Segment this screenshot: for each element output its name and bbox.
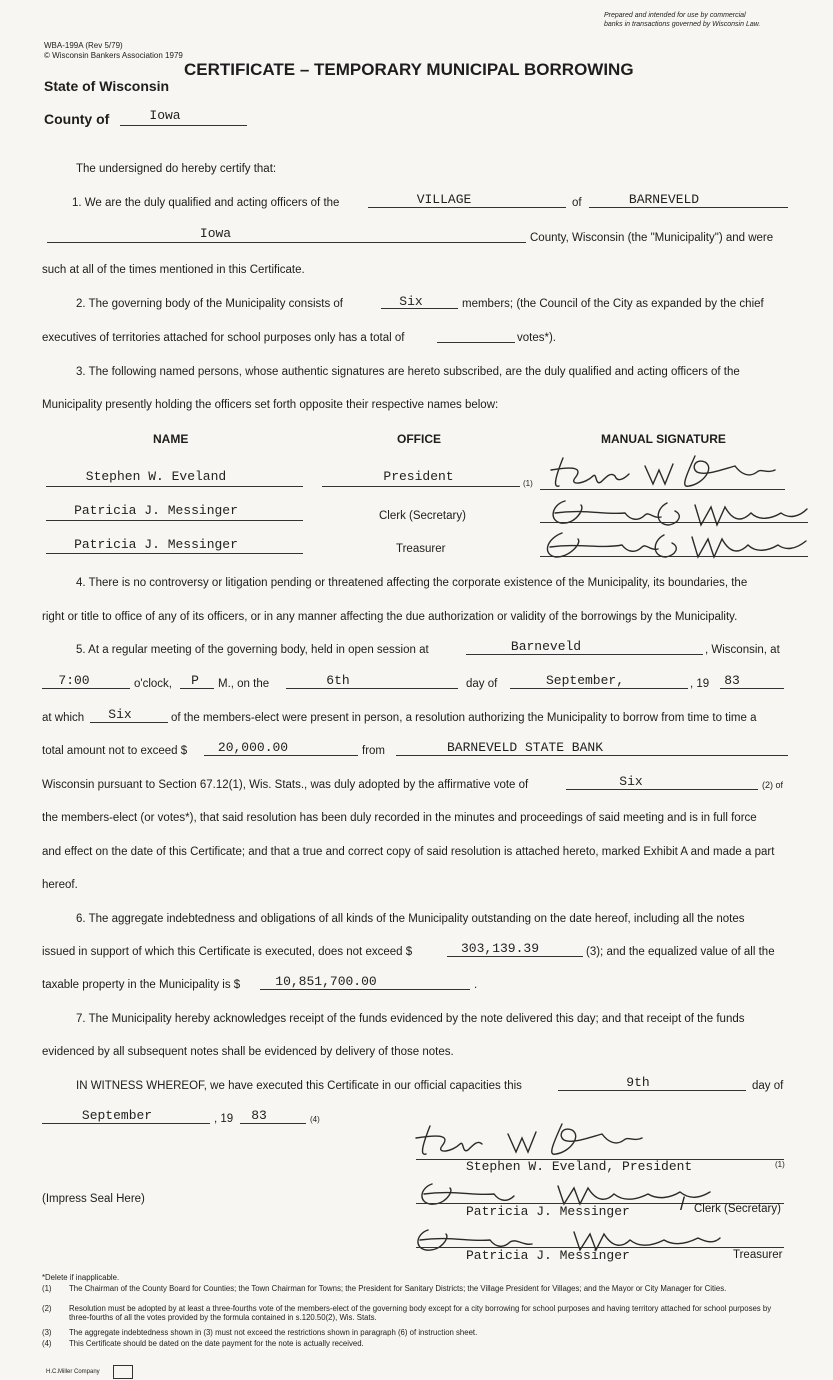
municipality-county-field[interactable]: Iowa: [199, 226, 232, 241]
votes-field[interactable]: [437, 342, 515, 343]
form-number: WBA-199A (Rev 5/79): [44, 41, 123, 50]
seal-placeholder: (Impress Seal Here): [42, 1193, 145, 1205]
witness-year-field[interactable]: 83: [251, 1108, 267, 1123]
officer-2-name[interactable]: Patricia J. Messinger: [74, 503, 238, 518]
witness-month-field[interactable]: September: [81, 1108, 153, 1123]
state-label: State of Wisconsin: [44, 78, 170, 94]
officer-1-office[interactable]: President: [383, 469, 454, 484]
meeting-time-field[interactable]: 7:00: [58, 673, 90, 688]
col-signature-header: MANUAL SIGNATURE: [601, 432, 726, 446]
clerk-manual-signature[interactable]: [545, 495, 815, 531]
lender-field[interactable]: BARNEVELD STATE BANK: [446, 740, 604, 755]
col-name-header: NAME: [153, 432, 189, 446]
members-present-field[interactable]: Six: [108, 707, 132, 722]
president-signature[interactable]: [412, 1120, 652, 1160]
county-label: County of: [44, 111, 110, 127]
footnote-4: (4) This Certificate should be dated on the date payment for the note is actually received.: [42, 1339, 364, 1348]
prepared-note-line1: Prepared and intended for use by commercial: [604, 12, 746, 19]
officer-3-name[interactable]: Patricia J. Messinger: [74, 537, 238, 552]
prepared-note-line2: banks in transactions governed by Wisconsin Law.: [604, 21, 761, 28]
meeting-ampm-field[interactable]: P: [191, 673, 199, 688]
footnote-2: (2) Resolution must be adopted by at least a three-fourths vote of the members-elect of the governing body except for a city borrowing for school purposes and having territory attached for school purposes by three-fourths of all the votes provided by the formula contained in s.120.50(2), Wis. Stats.: [42, 1304, 772, 1322]
municipality-type-field[interactable]: VILLAGE: [416, 192, 472, 207]
affirmative-vote-field[interactable]: Six: [619, 774, 643, 789]
page-title: CERTIFICATE – TEMPORARY MUNICIPAL BORROWING: [184, 60, 634, 79]
intro-text: The undersigned do hereby certify that:: [76, 163, 277, 175]
meeting-day-field[interactable]: 6th: [326, 673, 350, 688]
county-value[interactable]: Iowa: [149, 108, 181, 123]
indebtedness-field[interactable]: 303,139.39: [460, 941, 539, 956]
municipality-name-field[interactable]: BARNEVELD: [628, 192, 700, 207]
col-office-header: OFFICE: [397, 432, 441, 446]
meeting-month-field[interactable]: September,: [545, 673, 624, 688]
borrow-amount-field[interactable]: 20,000.00: [217, 740, 289, 755]
para1-line1: 1. We are the duly qualified and acting officers of the: [72, 197, 340, 209]
printer-logo: [113, 1365, 133, 1379]
footnote-delete: *Delete if inapplicable.: [42, 1273, 120, 1282]
equalized-value-field[interactable]: 10,851,700.00: [275, 974, 377, 989]
copyright: © Wisconsin Bankers Association 1979: [44, 51, 183, 60]
clerk-typed-name: Patricia J. Messinger: [466, 1204, 630, 1219]
county-line: [120, 125, 247, 126]
meeting-place-field[interactable]: Barneveld: [510, 639, 582, 654]
treasurer-manual-signature[interactable]: [540, 527, 815, 563]
members-count-field[interactable]: Six: [399, 294, 423, 309]
footnote-3: (3) The aggregate indebtedness shown in (3) must not exceed the restrictions shown in paragraph (6) of instruction sheet.: [42, 1328, 478, 1337]
officer-3-office: Treasurer: [396, 543, 446, 555]
meeting-year-field[interactable]: 83: [724, 673, 740, 688]
witness-day-field[interactable]: 9th: [626, 1075, 650, 1090]
president-typed-name: Stephen W. Eveland, President: [466, 1159, 693, 1174]
officer-2-office: Clerk (Secretary): [379, 510, 466, 522]
footnote-1: (1) The Chairman of the County Board for Counties; the Town Chairman for Towns; the President for Sanitary Districts; the Village President for Villages; and the Mayor or City Manager for Cities.: [42, 1284, 727, 1293]
printer-credit: H.C.Miller Company: [46, 1369, 100, 1375]
president-manual-signature[interactable]: [545, 448, 795, 498]
officer-1-name[interactable]: Stephen W. Eveland: [85, 469, 227, 484]
treasurer-typed-name: Patricia J. Messinger: [466, 1248, 630, 1263]
